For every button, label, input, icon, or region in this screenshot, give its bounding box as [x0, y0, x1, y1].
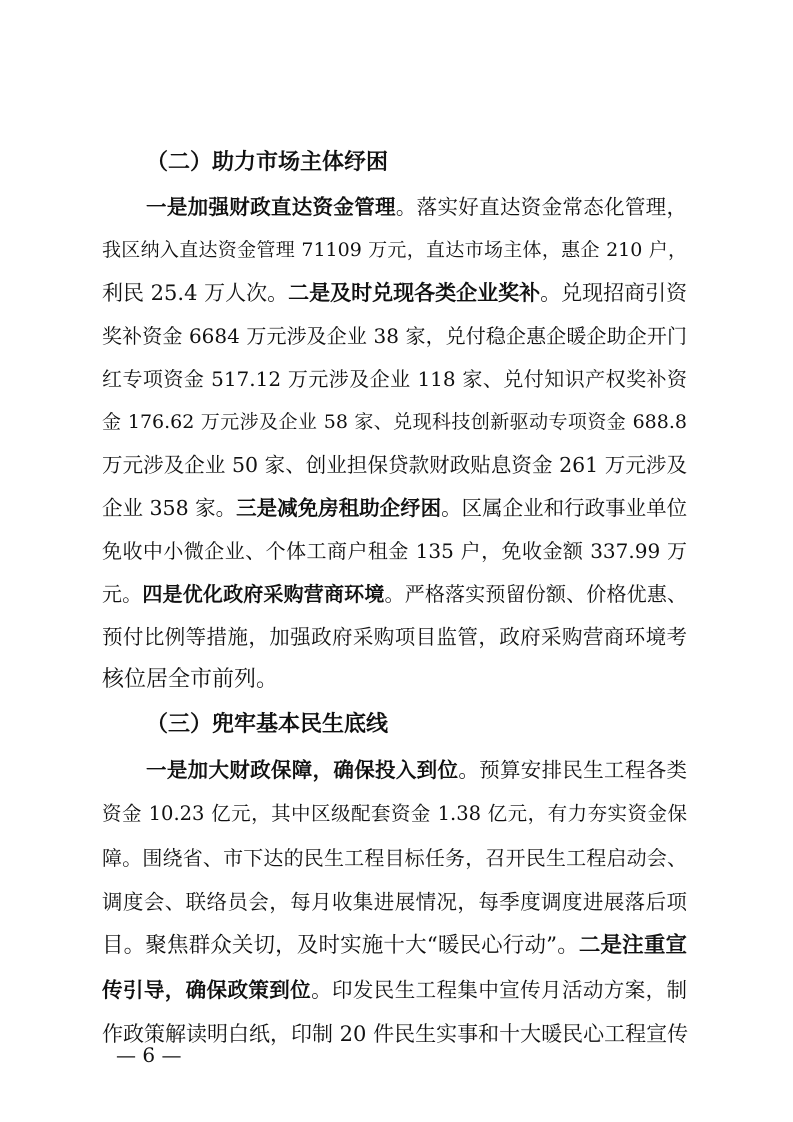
text-run: 利民 25.4 万人次。 [102, 281, 289, 305]
section-heading-3: （三）兜牢基本民生底线 [146, 712, 389, 737]
paragraph-line [102, 273, 687, 313]
text-run: 。落实好直达资金常态化管理， [395, 195, 688, 219]
text-run: 。预算安排民生工程各类 [458, 758, 688, 782]
text-run: 目。聚焦群众关切，及时实施十大“暖民心行动”。 [102, 933, 579, 958]
paragraph-line: 资金 10.23 亿元，其中区级配套资金 1.38 亿元，有力夯实资金保 [102, 802, 687, 825]
bold-phrase: 传引导，确保政策到位 [102, 978, 312, 1002]
paragraph-line [102, 926, 687, 966]
paragraph-line: 预付比例等措施，加强政府采购项目监管，政府采购营商环境考 [102, 625, 687, 649]
text-run: 元。 [102, 582, 143, 606]
paragraph-line [146, 750, 687, 790]
text-run: 。兑现招商引资 [540, 281, 688, 305]
bold-phrase: 一是加大财政保障，确保投入到位 [146, 758, 459, 782]
paragraph-line: 红专项资金 517.12 万元涉及企业 118 家、兑付知识产权奖补资 [102, 367, 687, 391]
paragraph-line: 奖补资金 6684 万元涉及企业 38 家，兑付稳企惠企暖企助企开门 [102, 324, 687, 348]
paragraph-line: 万元涉及企业 50 家、创业担保贷款财政贴息资金 261 万元涉及 [102, 453, 687, 477]
paragraph-line: 作政策解读明白纸，印制 20 件民生实事和十大暖民心工程宣传 [102, 1022, 689, 1046]
bold-phrase: 三是减免房租助企纾困 [236, 496, 442, 520]
bold-phrase: 二是及时兑现各类企业奖补 [288, 281, 541, 305]
text-run: 企业 358 家。 [102, 496, 237, 520]
paragraph-line: 免收中小微企业、个体工商户租金 135 户，免收金额 337.99 万 [102, 539, 687, 563]
bold-phrase: 一是加强财政直达资金管理 [146, 195, 396, 219]
text-run: 。区属企业和行政事业单位 [441, 496, 688, 520]
text-run: 。印发民生工程集中宣传月活动方案，制 [311, 978, 688, 1002]
text-run: 。严格落实预留份额、价格优惠、 [384, 582, 688, 606]
paragraph-line: 障。围绕省、市下达的民生工程目标任务，召开民生工程启动会、 [102, 846, 687, 870]
bold-phrase: 四是优化政府采购营商环境 [142, 582, 385, 606]
section-heading-2: （二）助力市场主体纾困 [146, 150, 389, 175]
paragraph-line [102, 970, 687, 1010]
paragraph-line: 核位居全市前列。 [102, 667, 279, 692]
paragraph-line [146, 187, 687, 227]
paragraph-line [102, 488, 687, 528]
paragraph-line: 我区纳入直达资金管理 71109 万元，直达市场主体，惠企 210 户， [102, 239, 687, 261]
paragraph-line: 调度会、联络员会，每月收集进展情况，每季度调度进展落后项 [102, 890, 687, 914]
paragraph-line: 金 176.62 万元涉及企业 58 家、兑现科技创新驱动专项资金 688.8 [102, 411, 687, 433]
paragraph-line [102, 574, 687, 614]
bold-phrase: 二是注重宣 [578, 933, 687, 958]
page-number: — 6 — [116, 1043, 182, 1067]
